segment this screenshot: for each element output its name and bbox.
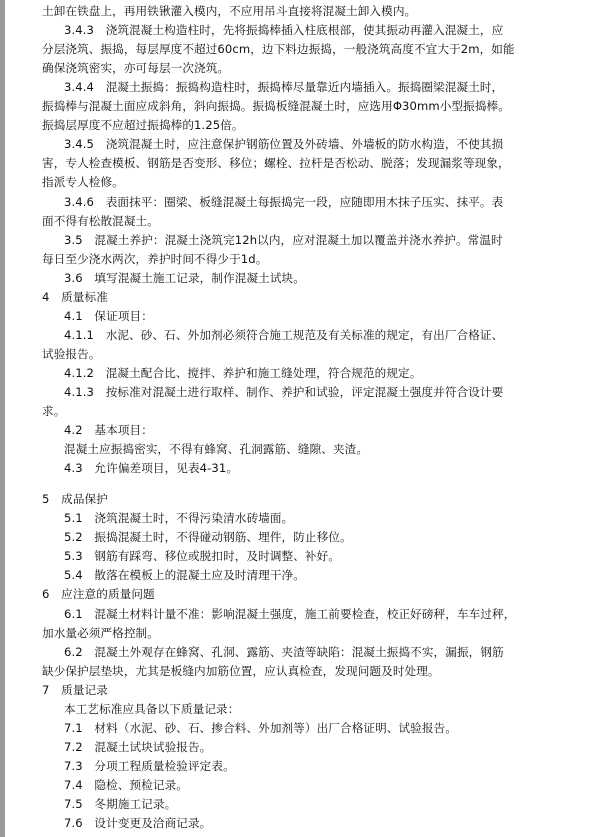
text-line: 4.1.2 混凝土配合比、搅拌、养护和施工缝处理，符合规范的规定。 xyxy=(64,365,422,380)
text-line: 5.4 散落在模板上的混凝土应及时清理干净。 xyxy=(64,568,305,583)
text-line: 确保浇筑密实，亦可每层一次浇筑。 xyxy=(42,61,230,76)
text-line: 试验报告。 xyxy=(42,346,101,361)
text-line: 4.1 保证项目： xyxy=(64,308,153,323)
text-line: 7.1 材料（水泥、砂、石、掺合料、外加剂等）出厂合格证明、试验报告。 xyxy=(64,720,457,735)
text-line: 6.2 混凝土外观存在蜂窝、孔洞、露筋、夹渣等缺陷：混凝土振捣不实，漏振，钢筋 xyxy=(64,644,504,659)
text-line: 4.2 基本项目： xyxy=(64,423,153,437)
section-heading: 6 应注意的质量问题 xyxy=(42,587,155,602)
text-line: 缺少保护层垫块，尤其是板缝内加筋位置，应认真检查，发现问题及时处理。 xyxy=(42,663,440,678)
text-line: 3.4.5 浇筑混凝土时，应注意保护钢筋位置及外砖墙、外墙板的防水构造，不使其损 xyxy=(64,137,504,152)
text-line: 7.2 混凝土试块试验报告。 xyxy=(64,739,212,754)
section-heading: 7 质量记录 xyxy=(42,682,108,697)
text-line: 4.3 允许偏差项目，见表4-31。 xyxy=(64,461,239,476)
text-line: 害，专人检查模板、钢筋是否变形、移位；螺栓、拉杆是否松动、脱落；发现漏浆等现象， xyxy=(42,156,510,171)
text-line: 面不得有松散混凝土。 xyxy=(42,213,159,228)
text-line: 混凝土应振捣密实，不得有蜂窝、孔洞露筋、缝隙、夹渣。 xyxy=(64,442,369,457)
text-line: 3.6 填写混凝土施工记录，制作混凝土试块。 xyxy=(64,270,305,285)
section-heading: 5 成品保护 xyxy=(42,492,108,507)
text-line: 3.4.3 浇筑混凝土构造柱时，先将振捣棒插入柱底根部，使其振动再灌入混凝土，应 xyxy=(64,23,504,37)
text-line: 7.5 冬期施工记录。 xyxy=(64,797,177,811)
text-line: 振捣层厚度不应超过振捣棒的1.25倍。 xyxy=(42,118,244,133)
text-line: 3.4.6 表面抹平：圈梁、板缝混凝土每振捣完一段，应随即用木抹子压实、抹平。表 xyxy=(64,194,504,209)
text-line: 振捣棒与混凝土面应成斜角，斜向振捣。振捣板缝混凝土时，应选用Φ30mm小型振捣棒。 xyxy=(42,99,510,114)
text-line: 7.3 分项工程质量检验评定表。 xyxy=(64,758,235,773)
text-line: 4.1.1 水泥、砂、石、外加剂必须符合施工规范及有关标准的规定，有出厂合格证、 xyxy=(64,327,504,342)
text-line: 6.1 混凝土材料计量不准：影响混凝土强度，施工前要检查，校正好磅秤，车车过秤， xyxy=(64,606,516,621)
text-line: 4.1.3 按标准对混凝土进行取样、制作、养护和试验，评定混凝土强度并符合设计要 xyxy=(64,385,504,399)
text-line: 5.3 钢筋有踩弯、移位或脱扣时，及时调整、补好。 xyxy=(64,549,341,564)
text-line: 5.2 振捣混凝土时，不得碰动钢筋、埋件，防止移位。 xyxy=(64,530,352,545)
text-line: 7.6 设计变更及洽商记录。 xyxy=(64,816,212,830)
text-line: 土卸在铁盘上，再用铁锹灌入模内，不应用吊斗直接将混凝土卸入模内。 xyxy=(42,4,417,18)
text-line: 指派专人检修。 xyxy=(42,175,124,190)
text-line: 求。 xyxy=(42,404,66,418)
text-line: 本工艺标准应具备以下质量记录： xyxy=(64,701,240,716)
text-line: 每日至少浇水两次，养护时间不得少于1d。 xyxy=(42,251,268,266)
text-line: 3.4.4 混凝土振捣：振捣构造柱时，振捣棒尽量靠近内墙插入。振捣圈梁混凝土时， xyxy=(64,80,504,95)
section-heading: 4 质量标准 xyxy=(42,289,108,304)
text-line: 加水量必须严格控制。 xyxy=(42,625,159,640)
text-line: 7.4 隐检、预检记录。 xyxy=(64,777,188,792)
text-line: 分层浇筑、振捣，每层厚度不超过60cm，边下料边振捣，一般浇筑高度不宜大于2m，如能 xyxy=(42,42,515,57)
left-edge-bar xyxy=(0,0,5,837)
text-line: 5.1 浇筑混凝土时，不得污染清水砖墙面。 xyxy=(64,511,294,526)
text-line: 3.5 混凝土养护：混凝土浇筑完12h以内，应对混凝土加以覆盖并浇水养护。常温时 xyxy=(64,232,503,247)
